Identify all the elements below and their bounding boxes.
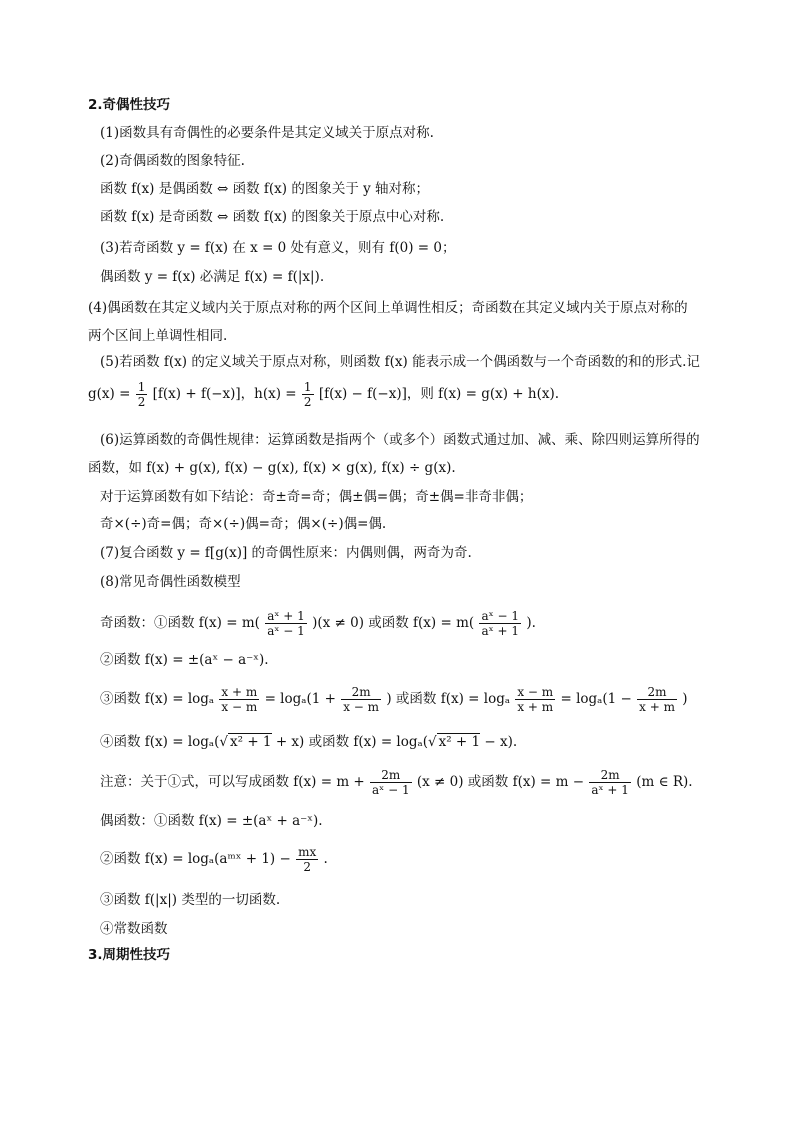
paragraph-3a: (3)若奇函数 y = f(x) 在 x = 0 处有意义，则有 f(0) = 0；: [100, 240, 456, 256]
odd3-m2: ) 或函数 f(x) = logₐ: [386, 691, 511, 707]
note-prefix: 注意：关于①式，可以写成函数 f(x) = m +: [100, 774, 365, 790]
paragraph-8: (8)常见奇偶性函数模型: [100, 574, 241, 590]
fraction-note-a: $\frac{2m}{\text{aˣ − 1}}$: [372, 768, 410, 797]
odd3-m1: = logₐ(1 +: [264, 691, 336, 707]
fraction-even2: $\frac{mx}{2}$: [298, 845, 317, 874]
paragraph-1: (1)函数具有奇偶性的必要条件是其定义域关于原点对称.: [100, 125, 434, 141]
even2-prefix: ②函数 f(x) = logₐ(aᵐˣ + 1) −: [100, 851, 291, 867]
paragraph-5a: (5)若函数 f(x) 的定义域关于原点对称，则函数 f(x) 能表示成一个偶函数与一个奇函数的和的形式.记: [100, 354, 700, 370]
fraction-odd3-a: $\frac{x + m}{x - m}$: [221, 685, 258, 714]
paragraph-4b: 两个区间上单调性相同.: [88, 328, 228, 344]
odd-model-3: [100, 685, 688, 714]
note-end: (m ∈ R).: [636, 774, 693, 790]
note-line: [100, 768, 693, 797]
odd4-prefix: ④函数 f(x) = logₐ(: [100, 734, 220, 750]
even-model-3: ③函数 f(|x|) 类型的一切函数.: [100, 892, 281, 908]
odd3-m3: = logₐ(1 −: [560, 691, 632, 707]
paragraph-6b: 函数，如 f(x) + g(x), f(x) − g(x), f(x) × g(x), f(x) ÷ g(x).: [88, 460, 456, 476]
odd1-end: ).: [526, 615, 536, 631]
fraction-odd3-c: $\frac{x - m}{x + m}$: [517, 685, 554, 714]
fraction-odd1-b: $\frac{\text{aˣ − 1}}{\text{aˣ + 1}}$: [481, 609, 520, 638]
odd1-middle: )(x ≠ 0) 或函数 f(x) = m(: [312, 615, 475, 631]
fraction-half: $\frac{1}{2}$: [137, 380, 146, 409]
even-model-4: ④常数函数: [100, 921, 168, 937]
odd3-prefix: ③函数 f(x) = logₐ: [100, 691, 215, 707]
paragraph-6c: 对于运算函数有如下结论：奇±奇=奇；偶±偶=偶；奇±偶=非奇非偶；: [100, 489, 533, 505]
odd4-end: − x).: [484, 734, 518, 750]
formula-decomposition: [88, 380, 559, 409]
odd4-middle: + x) 或函数 f(x) = logₐ(: [275, 734, 428, 750]
paragraph-2b: 函数 f(x) 是奇函数 ⇔ 函数 f(x) 的图象关于原点中心对称.: [100, 209, 445, 225]
paragraph-6a: (6)运算函数的奇偶性规律：运算函数是指两个（或多个）函数式通过加、减、乘、除四则运算所得的: [100, 432, 700, 448]
paragraph-3b: 偶函数 y = f(x) 必满足 f(x) = f(|x|).: [100, 269, 325, 285]
paragraph-2: (2)奇偶函数的图象特征.: [100, 153, 245, 169]
paragraph-4a: (4)偶函数在其定义域内关于原点对称的两个区间上单调性相反；奇函数在其定义域内关于原点对称的: [88, 300, 688, 316]
odd-model-4: [100, 733, 517, 751]
formula-h-body: [f(x) − f(−x)]，则 f(x) = g(x) + h(x).: [318, 386, 560, 402]
sqrt-icon: √: [427, 734, 437, 750]
paragraph-7: (7)复合函数 y = f[g(x)] 的奇偶性原来：内偶则偶，两奇为奇.: [100, 545, 472, 561]
section-heading-periodicity: 3.周期性技巧: [88, 947, 171, 963]
even-model-1: 偶函数：①函数 f(x) = ±(aˣ + a⁻ˣ).: [100, 813, 323, 829]
formula-g-body: [f(x) + f(−x)]，h(x) =: [152, 386, 297, 402]
section-heading-parity: 2.奇偶性技巧: [88, 97, 171, 113]
odd3-end: ): [682, 691, 688, 707]
note-middle: (x ≠ 0) 或函数 f(x) = m −: [416, 774, 585, 790]
paragraph-6d: 奇×(÷)奇=偶；奇×(÷)偶=奇；偶×(÷)偶=偶.: [100, 516, 387, 532]
sqrt-icon: √: [219, 734, 228, 750]
odd4-radicand-2: x² + 1: [438, 734, 481, 750]
odd-model-1: [100, 609, 536, 638]
odd1-prefix: 奇函数：①函数 f(x) = m(: [100, 615, 260, 631]
even-model-2: [100, 845, 328, 874]
fraction-odd3-b: $\frac{2m}{x - m}$: [343, 685, 380, 714]
odd-model-2: ②函数 f(x) = ±(aˣ − a⁻ˣ).: [100, 652, 269, 668]
formula-g-label: g(x) =: [88, 386, 131, 402]
paragraph-2a: 函数 f(x) 是偶函数 ⇔ 函数 f(x) 的图象关于 y 轴对称；: [100, 181, 430, 197]
fraction-odd1-a: $\frac{\text{aˣ + 1}}{\text{aˣ − 1}}$: [267, 609, 305, 638]
fraction-note-b: $\frac{2m}{\text{aˣ + 1}}$: [591, 768, 629, 797]
even2-end: .: [323, 851, 328, 867]
fraction-half-2: $\frac{1}{2}$: [303, 380, 312, 409]
fraction-odd3-d: $\frac{2m}{x + m}$: [639, 685, 675, 714]
odd4-radicand-1: x² + 1: [230, 734, 272, 750]
